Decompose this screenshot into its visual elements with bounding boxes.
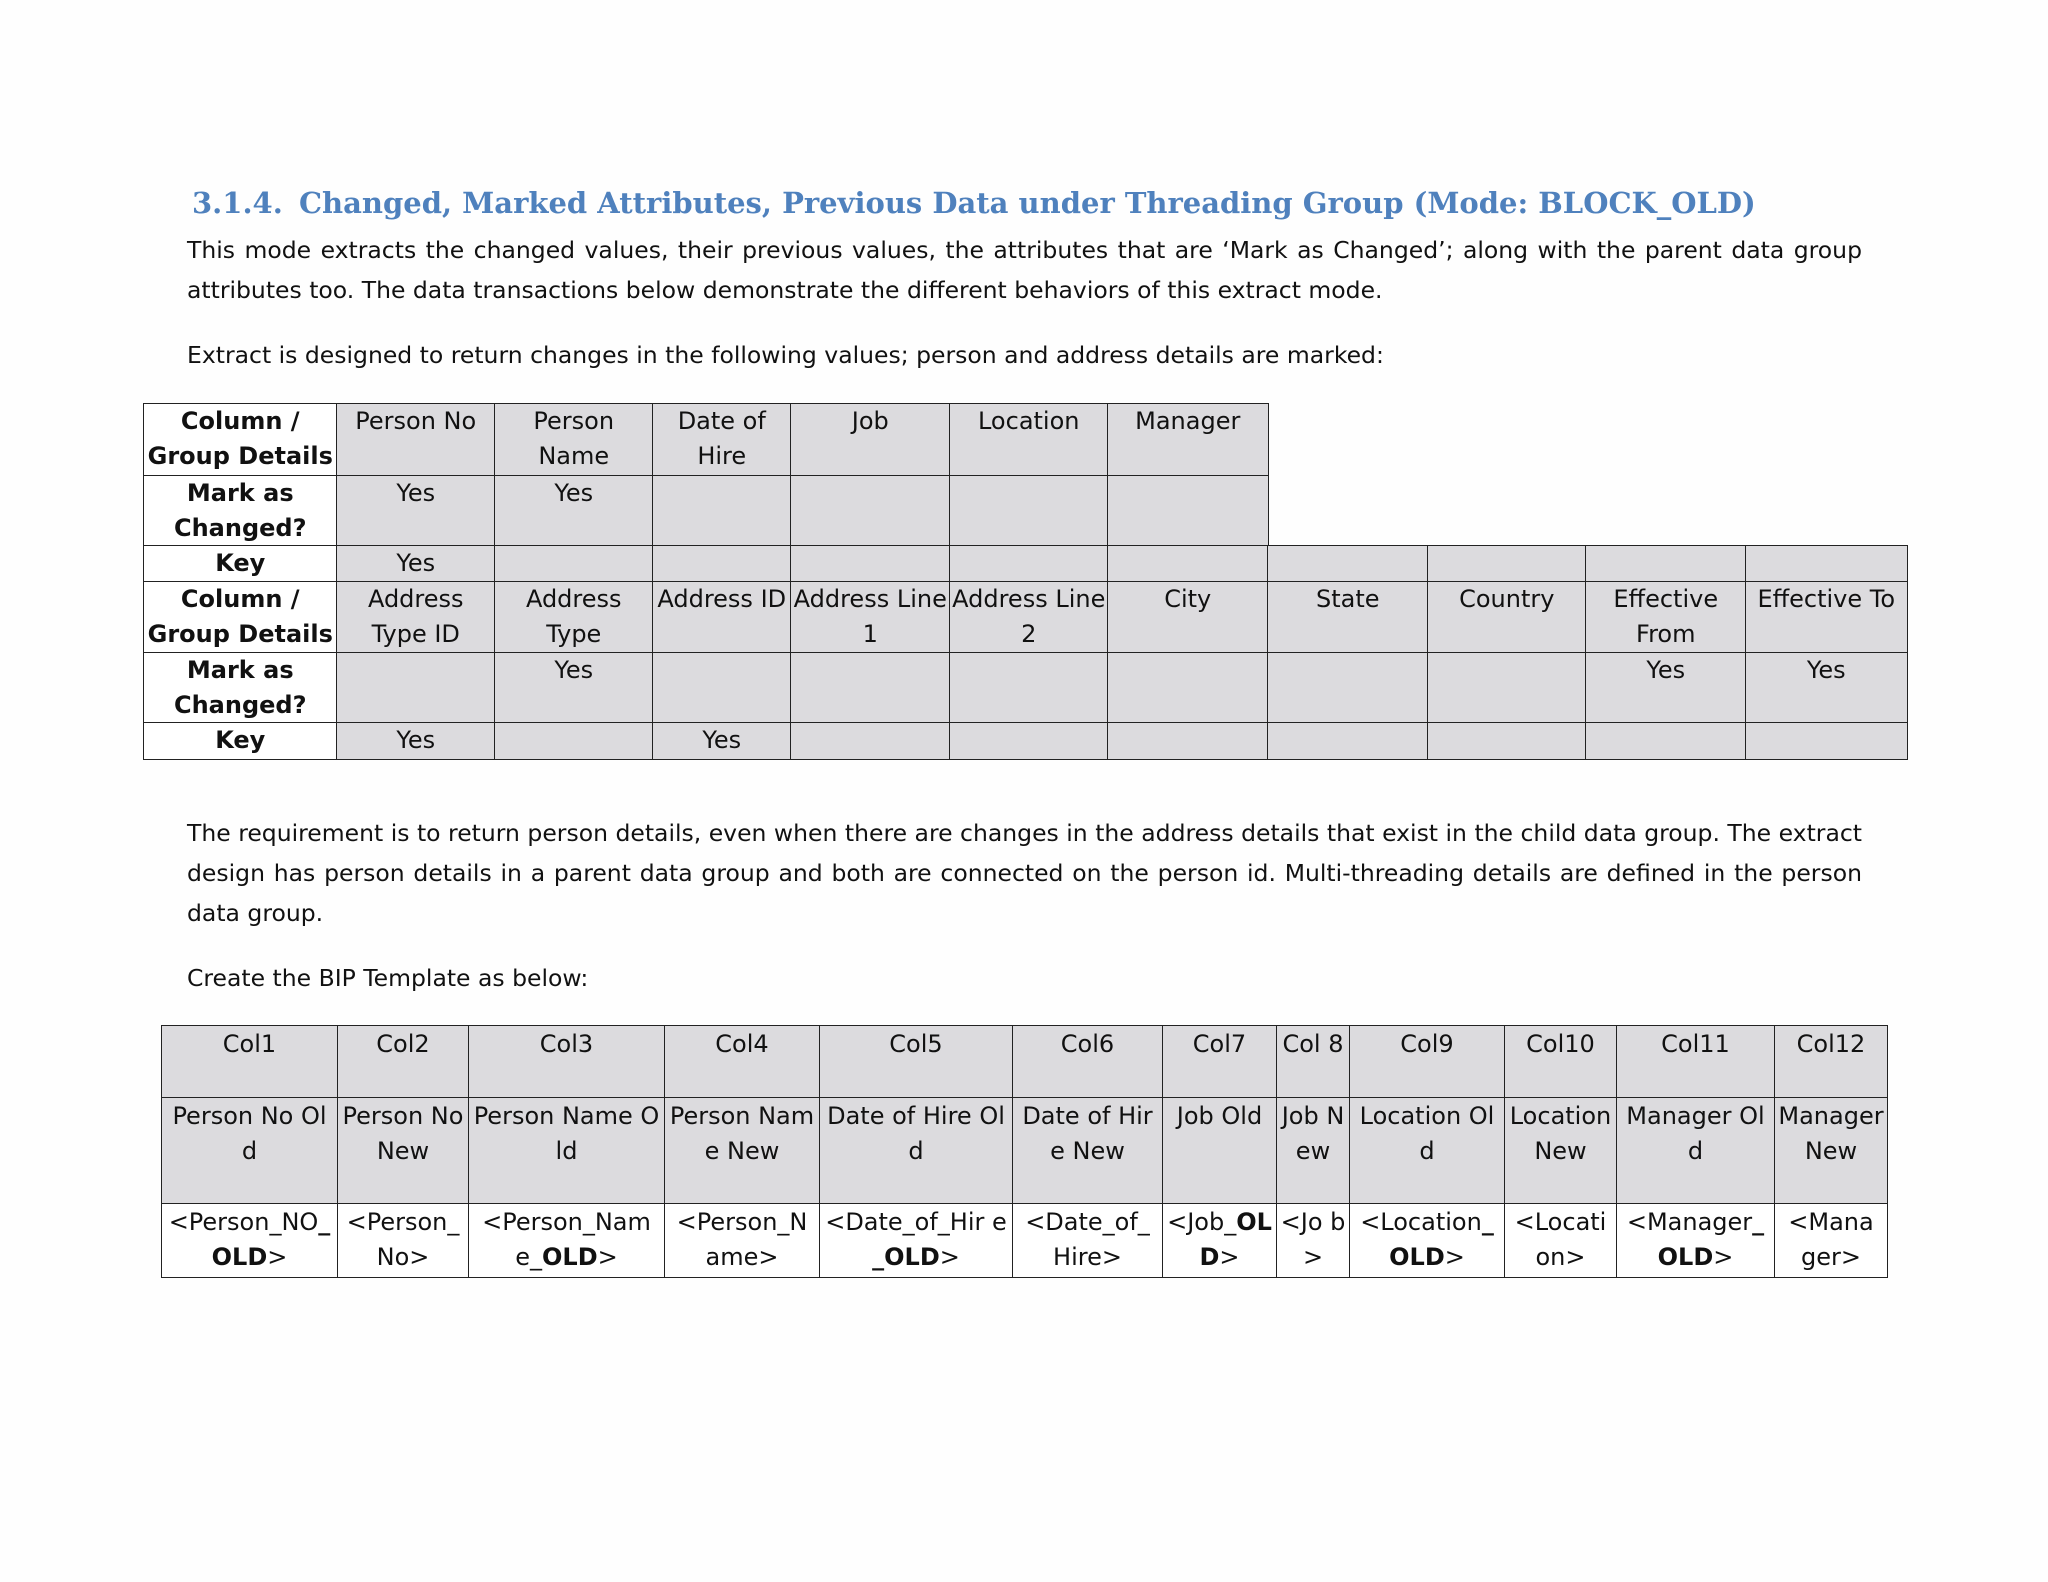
address-mark-cell (652, 652, 792, 724)
row-header-column: Column / Group Details (143, 403, 338, 477)
field-pre: <Person_N ame> (676, 1208, 808, 1271)
template-column-header: Col5 (820, 1026, 1013, 1098)
field-bold: _OLD (872, 1243, 940, 1271)
field-bold: _OLD (211, 1208, 331, 1271)
person-key-cell (494, 545, 654, 583)
template-field-placeholder (338, 1204, 469, 1278)
field-pre: <Location (1360, 1208, 1482, 1236)
address-column-header: Address Type ID (336, 581, 496, 654)
person-column-header: Job (790, 403, 951, 477)
address-key-cell (949, 722, 1109, 760)
template-column-label: Date of Hire New (1013, 1098, 1163, 1204)
address-mark-cell: Yes (494, 652, 654, 724)
template-column-header: Col9 (1350, 1026, 1505, 1098)
template-column-header: Col6 (1013, 1026, 1163, 1098)
template-column-label: Manager New (1775, 1098, 1888, 1204)
requirement-paragraph: The requirement is to return person details, even when there are changes in the address details that exist in the child data group. The extract design has person details in a parent data group and both are connected on the person id. Multi-threading details are defined in the person data group. (187, 819, 1862, 927)
template-column-label: Location Old (1350, 1098, 1505, 1204)
person-mark-cell: Yes (336, 475, 496, 547)
address-key-cell (1427, 722, 1587, 760)
template-column-header: Col4 (665, 1026, 820, 1098)
address-mark-cell (336, 652, 496, 724)
extract-paragraph: Extract is designed to return changes in the following values; person and address details are marked: (187, 341, 1384, 369)
template-column-label: Person No New (338, 1098, 469, 1204)
address-column-header: State (1267, 581, 1429, 654)
person-key-cell (652, 545, 792, 583)
field-bold: OLD (542, 1243, 598, 1271)
person-mark-cell: Yes (494, 475, 654, 547)
person-column-header: Person Name (494, 403, 654, 477)
section-title: Changed, Marked Attributes, Previous Data under Threading Group (Mode: BLOCK_OLD) (298, 186, 1756, 220)
address-mark-cell (949, 652, 1109, 724)
person-column-header: Person No (336, 403, 496, 477)
person-mark-cell (790, 475, 951, 547)
template-column-header: Col11 (1617, 1026, 1775, 1098)
field-pre: <Manager (1626, 1208, 1753, 1236)
field-pre: <Mana ger> (1788, 1208, 1874, 1271)
field-post: > (1444, 1243, 1465, 1271)
address-key-cell (790, 722, 951, 760)
address-mark-cell (1107, 652, 1269, 724)
template-field-placeholder (1505, 1204, 1617, 1278)
field-bold: _OLD (1389, 1208, 1494, 1271)
template-column-label: Location New (1505, 1098, 1617, 1204)
person-mark-cell (652, 475, 792, 547)
address-mark-cell: Yes (1585, 652, 1747, 724)
address-mark-cell (1427, 652, 1587, 724)
field-pre: <Person_No> (346, 1208, 460, 1271)
field-post: > (597, 1243, 618, 1271)
template-field-placeholder (1775, 1204, 1888, 1278)
template-field-placeholder (1013, 1204, 1163, 1278)
person-mark-cell (1107, 475, 1269, 547)
template-column-header: Col7 (1163, 1026, 1277, 1098)
template-field-placeholder (820, 1204, 1013, 1278)
field-pre: <Person_NO (168, 1208, 319, 1236)
section-heading (192, 186, 1756, 220)
template-field-placeholder (469, 1204, 665, 1278)
address-column-header: Address Line 2 (949, 581, 1109, 654)
template-field-placeholder (1350, 1204, 1505, 1278)
template-column-header: Col1 (162, 1026, 338, 1098)
template-field-placeholder (162, 1204, 338, 1278)
row-header-column: Column / Group Details (143, 581, 338, 654)
intro-paragraph: This mode extracts the changed values, their previous values, the attributes that are ‘Mark as Changed’; along with the parent data group attributes too. The data transactions below demonstrate the different behaviors of this extract mode. (187, 236, 1862, 304)
address-column-header: Address ID (652, 581, 792, 654)
address-mark-cell (790, 652, 951, 724)
template-column-header: Col 8 (1277, 1026, 1350, 1098)
row-header-key: Key (143, 722, 338, 760)
template-column-label: Person Name Old (469, 1098, 665, 1204)
person-key-cell (790, 545, 951, 583)
person-key-cell (949, 545, 1109, 583)
field-bold: _OLD (1657, 1208, 1765, 1271)
section-number: 3.1.4. (192, 186, 283, 220)
address-key-cell (1745, 722, 1908, 760)
bip-template-table (161, 1025, 1887, 1277)
create-template-paragraph: Create the BIP Template as below: (187, 964, 589, 992)
field-pre: <Person_Nam e_ (482, 1208, 651, 1271)
row-header-key: Key (143, 545, 338, 583)
template-column-label: Date of Hire Old (820, 1098, 1013, 1204)
address-key-cell (1585, 722, 1747, 760)
row-header-mark: Mark as Changed? (143, 475, 338, 547)
person-key-cell (1267, 545, 1429, 583)
template-field-placeholder (665, 1204, 820, 1278)
address-key-cell (494, 722, 654, 760)
person-key-cell (1107, 545, 1269, 583)
address-column-header: Effective To (1745, 581, 1908, 654)
field-pre: <Date_of_ Hire> (1025, 1208, 1150, 1271)
template-field-placeholder (1617, 1204, 1775, 1278)
person-key-cell: Yes (336, 545, 496, 583)
field-post: > (267, 1243, 288, 1271)
address-key-cell (1107, 722, 1269, 760)
address-column-header: Effective From (1585, 581, 1747, 654)
template-field-placeholder (1163, 1204, 1277, 1278)
template-column-header: Col2 (338, 1026, 469, 1098)
template-column-label: Job New (1277, 1098, 1350, 1204)
address-key-cell: Yes (652, 722, 792, 760)
address-mark-cell (1267, 652, 1429, 724)
person-column-header: Location (949, 403, 1109, 477)
template-column-label: Person No Old (162, 1098, 338, 1204)
row-header-mark: Mark as Changed? (143, 652, 338, 724)
template-field-placeholder (1277, 1204, 1350, 1278)
address-column-header: Country (1427, 581, 1587, 654)
address-mark-cell: Yes (1745, 652, 1908, 724)
field-post: > (939, 1243, 960, 1271)
field-post: > (1713, 1243, 1734, 1271)
template-column-header: Col3 (469, 1026, 665, 1098)
person-column-header: Date of Hire (652, 403, 792, 477)
address-key-cell: Yes (336, 722, 496, 760)
person-key-cell (1427, 545, 1587, 583)
address-column-header: Address Line 1 (790, 581, 951, 654)
field-pre: <Date_of_Hir e (825, 1208, 1007, 1236)
person-column-header: Manager (1107, 403, 1269, 477)
template-column-header: Col12 (1775, 1026, 1888, 1098)
field-post: > (1219, 1243, 1240, 1271)
person-key-cell (1585, 545, 1747, 583)
address-column-header: City (1107, 581, 1269, 654)
field-pre: <Job_ (1167, 1208, 1237, 1236)
field-pre: <Jo b> (1280, 1208, 1346, 1271)
template-column-label: Job Old (1163, 1098, 1277, 1204)
template-column-label: Manager Old (1617, 1098, 1775, 1204)
address-key-cell (1267, 722, 1429, 760)
template-column-label: Person Name New (665, 1098, 820, 1204)
field-bold: OLD (1199, 1208, 1272, 1271)
template-column-header: Col10 (1505, 1026, 1617, 1098)
field-pre: <Locati on> (1514, 1208, 1607, 1271)
address-column-header: Address Type (494, 581, 654, 654)
person-key-cell (1745, 545, 1908, 583)
person-mark-cell (949, 475, 1109, 547)
